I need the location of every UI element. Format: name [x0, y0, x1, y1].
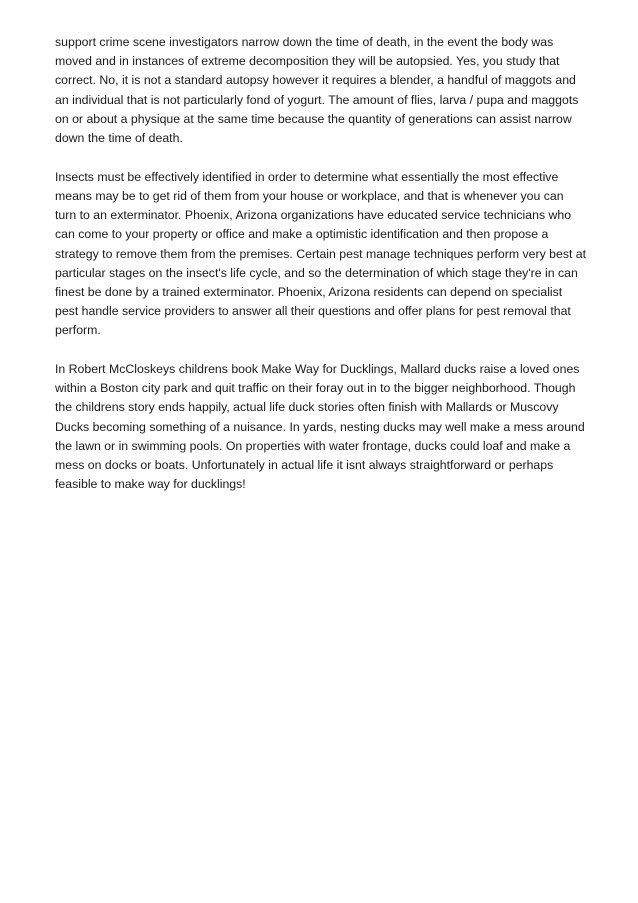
- paragraph-forensic-insects: support crime scene investigators narrow down the time of death, in the event the body was moved and in instances of extreme decomposition they will be autopsied. Yes, you study that correct. No, it is not a standard autopsy however it requires a blender, a handful of maggots and an individual that is not particularly fond of yogurt. The amount of flies, larva / pupa and maggots on or about a physique at the same time because the quantity of generations can assist narrow down the time of death.: [55, 35, 579, 146]
- document-body: [55, 33, 588, 514]
- paragraph-ducklings: In Robert McCloskeys childrens book Make Way for Ducklings, Mallard ducks raise a loved ones within a Boston city park and quit traffic on their foray out in to the bigger neighborhood. Though the childrens story ends happily, actual life duck stories often finish with Mallards or Muscovy Ducks becoming something of a nuisance. In yards, nesting ducks may well make a mess around the lawn or in swimming pools. On properties with water frontage, ducks could loaf and make a mess on docks or boats. Unfortunately in actual life it isnt always straightforward or perhaps feasible to make way for ducklings!: [55, 362, 585, 492]
- paragraph-exterminator: Insects must be effectively identified in order to determine what essentially the most effective means may be to get rid of them from your house or workplace, and that is whenever you can turn to an exterminator. Phoenix, Arizona organizations have educated service technicians who can come to your property or office and make a optimistic identification and then propose a strategy to remove them from the premises. Certain pest manage techniques perform very best at particular stages on the insect's life cycle, and so the determination of which stage they're in can finest be done by a trained exterminator. Phoenix, Arizona residents can depend on specialist pest handle service providers to answer all their questions and offer plans for pest removal that perform.: [55, 169, 587, 338]
